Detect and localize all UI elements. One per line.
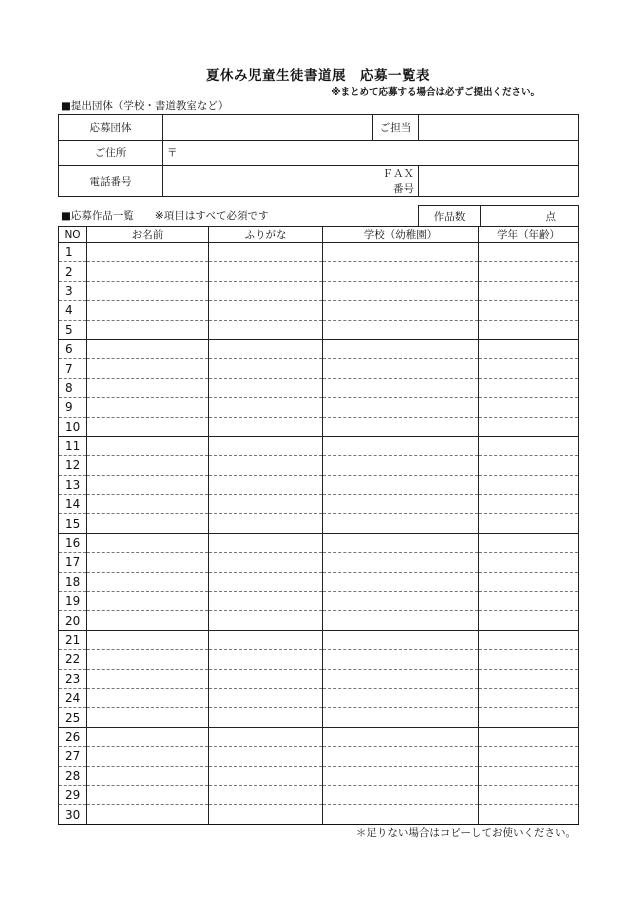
furigana-cell[interactable] — [209, 630, 323, 649]
grade-cell[interactable] — [479, 708, 579, 727]
row-number: 11 — [59, 436, 87, 455]
table-row — [59, 630, 579, 649]
table-row — [59, 243, 579, 262]
table-row — [59, 747, 579, 766]
table-row — [59, 572, 579, 591]
row-number: 17 — [59, 553, 87, 572]
row-number: 12 — [59, 456, 87, 475]
row-number: 27 — [59, 747, 87, 766]
table-row — [59, 456, 579, 475]
postal-mark: 〒 — [167, 147, 178, 160]
grade-cell[interactable] — [479, 785, 579, 804]
grade-cell[interactable] — [479, 320, 579, 339]
grade-cell[interactable] — [479, 398, 579, 417]
furigana-cell[interactable] — [209, 417, 323, 436]
school-cell[interactable] — [323, 436, 479, 455]
school-cell[interactable] — [323, 398, 479, 417]
phone-label: 電話番号 — [59, 166, 163, 197]
furigana-cell[interactable] — [209, 243, 323, 262]
school-cell[interactable] — [323, 669, 479, 688]
row-number: 7 — [59, 359, 87, 378]
grade-cell[interactable] — [479, 727, 579, 746]
name-cell[interactable] — [87, 669, 209, 688]
name-cell[interactable] — [87, 533, 209, 552]
furigana-cell[interactable] — [209, 456, 323, 475]
name-cell[interactable] — [87, 708, 209, 727]
school-cell[interactable] — [323, 708, 479, 727]
school-cell[interactable] — [323, 495, 479, 514]
school-cell[interactable] — [323, 650, 479, 669]
table-row — [59, 669, 579, 688]
name-cell[interactable] — [87, 359, 209, 378]
furigana-cell[interactable] — [209, 766, 323, 785]
grade-cell[interactable] — [479, 495, 579, 514]
row-number: 8 — [59, 378, 87, 397]
table-row — [59, 301, 579, 320]
row-number: 23 — [59, 669, 87, 688]
name-cell[interactable] — [87, 630, 209, 649]
name-cell[interactable] — [87, 553, 209, 572]
fax-input[interactable] — [419, 166, 579, 197]
school-cell[interactable] — [323, 805, 479, 824]
row-number: 14 — [59, 495, 87, 514]
table-row — [59, 553, 579, 572]
table-row — [59, 436, 579, 455]
name-cell[interactable] — [87, 650, 209, 669]
name-cell[interactable] — [87, 398, 209, 417]
group-input[interactable] — [163, 115, 373, 141]
school-cell[interactable] — [323, 456, 479, 475]
table-row — [59, 805, 579, 824]
school-cell[interactable] — [323, 630, 479, 649]
school-cell[interactable] — [323, 785, 479, 804]
school-cell[interactable] — [323, 262, 479, 281]
column-header-name: お名前 — [87, 227, 209, 243]
row-number: 30 — [59, 805, 87, 824]
furigana-cell[interactable] — [209, 747, 323, 766]
name-cell[interactable] — [87, 688, 209, 707]
grade-cell[interactable] — [479, 766, 579, 785]
row-number: 1 — [59, 243, 87, 262]
name-cell[interactable] — [87, 611, 209, 630]
name-cell[interactable] — [87, 378, 209, 397]
table-row — [59, 727, 579, 746]
row-number: 26 — [59, 727, 87, 746]
furigana-cell[interactable] — [209, 339, 323, 358]
grade-cell[interactable] — [479, 805, 579, 824]
school-cell[interactable] — [323, 747, 479, 766]
grade-cell[interactable] — [479, 650, 579, 669]
row-number: 25 — [59, 708, 87, 727]
furigana-cell[interactable] — [209, 495, 323, 514]
grade-cell[interactable] — [479, 688, 579, 707]
contact-input[interactable] — [419, 115, 579, 141]
table-row — [59, 533, 579, 552]
row-number: 9 — [59, 398, 87, 417]
table-row — [59, 475, 579, 494]
table-row — [59, 766, 579, 785]
grade-cell[interactable] — [479, 378, 579, 397]
count-label: 作品数 — [419, 206, 481, 227]
row-number: 4 — [59, 301, 87, 320]
name-cell[interactable] — [87, 456, 209, 475]
grade-cell[interactable] — [479, 243, 579, 262]
grade-cell[interactable] — [479, 417, 579, 436]
row-number: 19 — [59, 592, 87, 611]
row-number: 28 — [59, 766, 87, 785]
name-cell[interactable] — [87, 281, 209, 300]
grade-cell[interactable] — [479, 553, 579, 572]
phone-input[interactable] — [163, 166, 373, 197]
contact-label: ご担当 — [373, 115, 419, 141]
furigana-cell[interactable] — [209, 650, 323, 669]
grade-cell[interactable] — [479, 611, 579, 630]
name-cell[interactable] — [87, 747, 209, 766]
furigana-cell[interactable] — [209, 785, 323, 804]
school-cell[interactable] — [323, 301, 479, 320]
row-number: 29 — [59, 785, 87, 804]
grade-cell[interactable] — [479, 301, 579, 320]
furigana-cell[interactable] — [209, 592, 323, 611]
copy-footnote: ＊足りない場合はコピーしてお使いください。 — [355, 827, 576, 839]
row-number: 5 — [59, 320, 87, 339]
row-number: 6 — [59, 339, 87, 358]
row-number: 21 — [59, 630, 87, 649]
name-cell[interactable] — [87, 262, 209, 281]
table-row — [59, 378, 579, 397]
name-cell[interactable] — [87, 417, 209, 436]
row-number: 22 — [59, 650, 87, 669]
column-header-no: NO — [59, 227, 87, 243]
table-row — [59, 339, 579, 358]
school-cell[interactable] — [323, 417, 479, 436]
school-cell[interactable] — [323, 243, 479, 262]
school-cell[interactable] — [323, 339, 479, 358]
group-label: 応募団体 — [59, 115, 163, 141]
count-input[interactable] — [481, 206, 579, 227]
name-cell[interactable] — [87, 339, 209, 358]
furigana-cell[interactable] — [209, 320, 323, 339]
name-cell[interactable] — [87, 475, 209, 494]
row-number: 16 — [59, 533, 87, 552]
name-cell[interactable] — [87, 436, 209, 455]
table-row — [59, 417, 579, 436]
name-cell[interactable] — [87, 572, 209, 591]
grade-cell[interactable] — [479, 630, 579, 649]
furigana-cell[interactable] — [209, 378, 323, 397]
grade-cell[interactable] — [479, 436, 579, 455]
row-number: 15 — [59, 514, 87, 533]
furigana-cell[interactable] — [209, 301, 323, 320]
name-cell[interactable] — [87, 805, 209, 824]
name-cell[interactable] — [87, 592, 209, 611]
name-cell[interactable] — [87, 766, 209, 785]
school-cell[interactable] — [323, 611, 479, 630]
table-row — [59, 688, 579, 707]
school-cell[interactable] — [323, 320, 479, 339]
grade-cell[interactable] — [479, 747, 579, 766]
page-title: 夏休み児童生徒書道展 応募一覧表 — [206, 68, 430, 84]
table-row — [59, 262, 579, 281]
furigana-cell[interactable] — [209, 572, 323, 591]
school-cell[interactable] — [323, 359, 479, 378]
school-cell[interactable] — [323, 572, 479, 591]
school-cell[interactable] — [323, 533, 479, 552]
furigana-cell[interactable] — [209, 398, 323, 417]
row-number: 24 — [59, 688, 87, 707]
furigana-cell[interactable] — [209, 669, 323, 688]
furigana-cell[interactable] — [209, 262, 323, 281]
furigana-cell[interactable] — [209, 688, 323, 707]
grade-cell[interactable] — [479, 281, 579, 300]
grade-cell[interactable] — [479, 359, 579, 378]
school-cell[interactable] — [323, 475, 479, 494]
row-number: 13 — [59, 475, 87, 494]
furigana-cell[interactable] — [209, 281, 323, 300]
table-row — [59, 785, 579, 804]
school-cell[interactable] — [323, 727, 479, 746]
grade-cell[interactable] — [479, 262, 579, 281]
grade-cell[interactable] — [479, 592, 579, 611]
count-unit: 点 — [545, 210, 556, 223]
row-number: 2 — [59, 262, 87, 281]
furigana-cell[interactable] — [209, 553, 323, 572]
furigana-cell[interactable] — [209, 475, 323, 494]
name-cell[interactable] — [87, 514, 209, 533]
fax-label: ＦＡＸ番号 — [373, 166, 419, 197]
table-row — [59, 708, 579, 727]
work-count-box — [418, 205, 579, 226]
name-cell[interactable] — [87, 727, 209, 746]
furigana-cell[interactable] — [209, 533, 323, 552]
school-cell[interactable] — [323, 766, 479, 785]
table-row — [59, 514, 579, 533]
name-cell[interactable] — [87, 301, 209, 320]
column-header-furigana: ふりがな — [209, 227, 323, 243]
grade-cell[interactable] — [479, 475, 579, 494]
table-row — [59, 592, 579, 611]
school-cell[interactable] — [323, 688, 479, 707]
applicant-table — [58, 114, 579, 197]
furigana-cell[interactable] — [209, 359, 323, 378]
grade-cell[interactable] — [479, 572, 579, 591]
name-cell[interactable] — [87, 495, 209, 514]
applicant-section-label: ■提出団体（学校・書道教室など） — [61, 100, 229, 112]
grade-cell[interactable] — [479, 456, 579, 475]
school-cell[interactable] — [323, 281, 479, 300]
grade-cell[interactable] — [479, 339, 579, 358]
row-number: 3 — [59, 281, 87, 300]
table-row — [59, 495, 579, 514]
furigana-cell[interactable] — [209, 514, 323, 533]
row-number: 10 — [59, 417, 87, 436]
furigana-cell[interactable] — [209, 805, 323, 824]
table-row — [59, 281, 579, 300]
works-table — [58, 226, 579, 825]
works-section-label: ■応募作品一覧 ※項目はすべて必須です — [61, 210, 269, 222]
table-row — [59, 650, 579, 669]
row-number: 18 — [59, 572, 87, 591]
column-header-grade: 学年（年齢） — [479, 227, 579, 243]
table-row — [59, 320, 579, 339]
table-row — [59, 359, 579, 378]
address-label: ご住所 — [59, 140, 163, 166]
school-cell[interactable] — [323, 592, 479, 611]
row-number: 20 — [59, 611, 87, 630]
table-row — [59, 611, 579, 630]
submission-note: ※まとめて応募する場合は必ずご提出ください。 — [331, 87, 540, 98]
furigana-cell[interactable] — [209, 727, 323, 746]
name-cell[interactable] — [87, 785, 209, 804]
name-cell[interactable] — [87, 320, 209, 339]
school-cell[interactable] — [323, 378, 479, 397]
address-input[interactable] — [163, 140, 579, 166]
furigana-cell[interactable] — [209, 611, 323, 630]
grade-cell[interactable] — [479, 669, 579, 688]
grade-cell[interactable] — [479, 533, 579, 552]
name-cell[interactable] — [87, 243, 209, 262]
grade-cell[interactable] — [479, 514, 579, 533]
table-row — [59, 398, 579, 417]
column-header-school: 学校（幼稚園） — [323, 227, 479, 243]
school-cell[interactable] — [323, 553, 479, 572]
furigana-cell[interactable] — [209, 708, 323, 727]
school-cell[interactable] — [323, 514, 479, 533]
furigana-cell[interactable] — [209, 436, 323, 455]
